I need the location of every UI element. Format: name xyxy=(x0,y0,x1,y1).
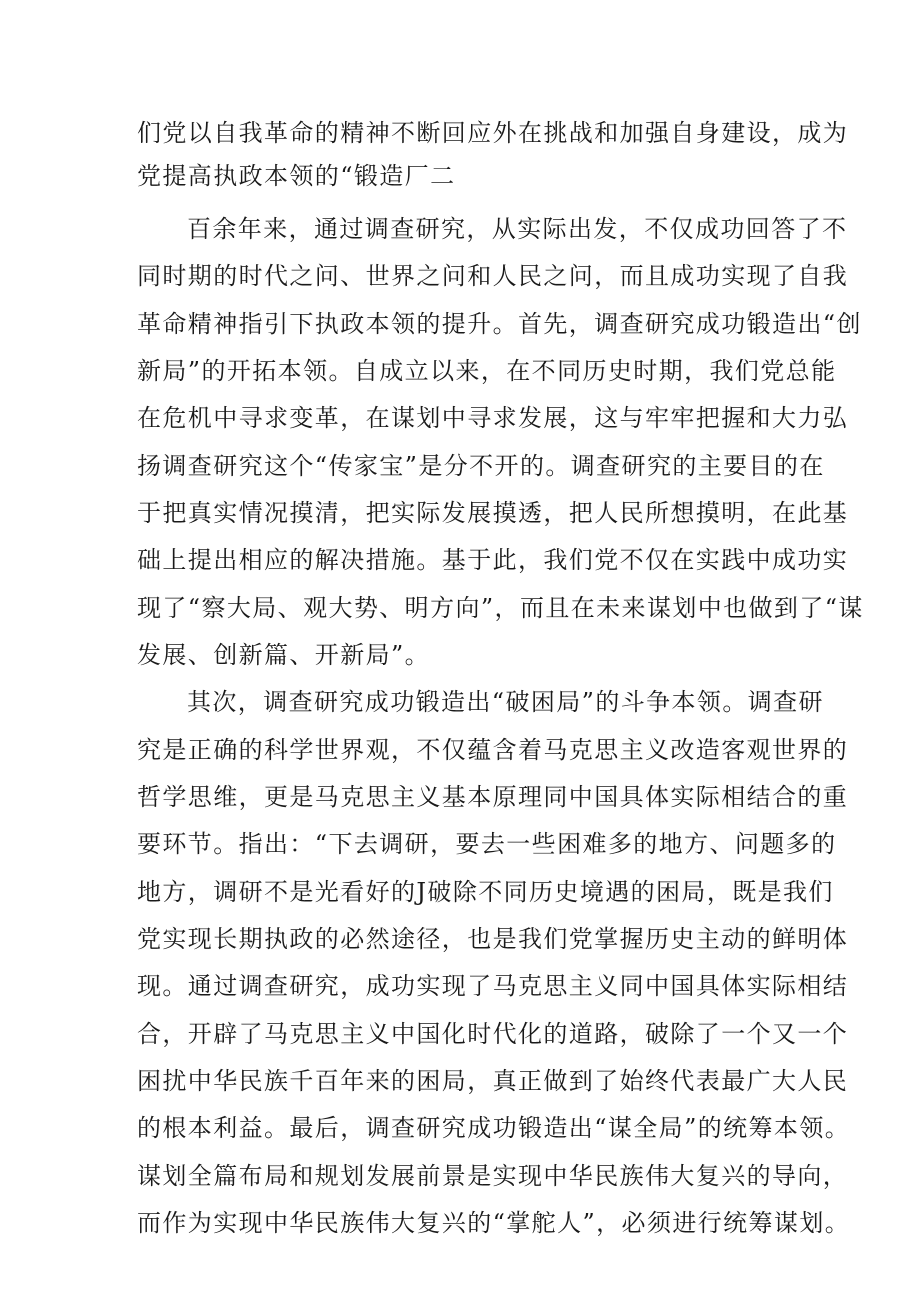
text-line: 同时期的时代之问、世界之问和人民之问，而且成功实现了自我 xyxy=(137,262,849,290)
text-line: 哲学思维，更是马克思主义基本原理同中国具体实际相结合的重 xyxy=(137,783,849,811)
text-line: 地方，调研不是光看好的J破除不同历史境遇的困局，既是我们 xyxy=(137,878,834,906)
text-line: 合，开辟了马克思主义中国化时代化的道路，破除了一个又一个 xyxy=(137,1020,849,1048)
text-line: 发展、创新篇、开新局”。 xyxy=(137,641,431,669)
text-line: 的根本利益。最后，调查研究成功锻造出“谋全局”的统筹本领。 xyxy=(137,1114,851,1142)
text-line: 在危机中寻求变革，在谋划中寻求发展，这与牢牢把握和大力弘 xyxy=(137,404,849,432)
text-line: 党提高执政本领的“锻造厂二 xyxy=(137,162,456,190)
text-line: 于把真实情况摸清，把实际发展摸透，把人民所想摸明，在此基 xyxy=(137,499,849,527)
text-line: 究是正确的科学世界观，不仅蕴含着马克思主义改造客观世界的 xyxy=(137,736,849,764)
paragraph-start-line: 其次，调查研究成功锻造出“破困局”的斗争本领。调查研 xyxy=(187,688,824,716)
text-line: 们党以自我革命的精神不断回应外在挑战和加强自身建设，成为 xyxy=(137,119,849,147)
text-line: 而作为实现中华民族伟大复兴的“掌舵人”，必须进行统筹谋划。 xyxy=(137,1209,851,1237)
text-line: 现。通过调查研究，成功实现了马克思主义同中国具体实际相结 xyxy=(137,972,849,1000)
text-line: 谋划全篇布局和规划发展前景是实现中华民族伟大复兴的导向， xyxy=(137,1162,849,1190)
text-line: 新局”的开拓本领。自成立以来，在不同历史时期，我们党总能 xyxy=(137,357,837,385)
text-line: 困扰中华民族千百年来的困局，真正做到了始终代表最广大人民 xyxy=(137,1067,849,1095)
text-line: 现了“察大局、观大势、明方向”，而且在未来谋划中也做到了“谋 xyxy=(137,594,864,622)
text-line: 革命精神指引下执政本领的提升。首先，调查研究成功锻造出“创 xyxy=(137,310,862,338)
paragraph-start-line: 百余年来，通过调查研究，从实际出发，不仅成功回答了不 xyxy=(187,215,848,243)
text-line: 础上提出相应的解决措施。基于此，我们党不仅在实践中成功实 xyxy=(137,546,849,574)
text-line: 要环节。指出：“下去调研，要去一些困难多的地方、问题多的 xyxy=(137,830,837,858)
text-line: 扬调查研究这个“传家宝”是分不开的。调查研究的主要目的在 xyxy=(137,452,825,480)
text-line: 党实现长期执政的必然途径，也是我们党掌握历史主动的鲜明体 xyxy=(137,925,849,953)
